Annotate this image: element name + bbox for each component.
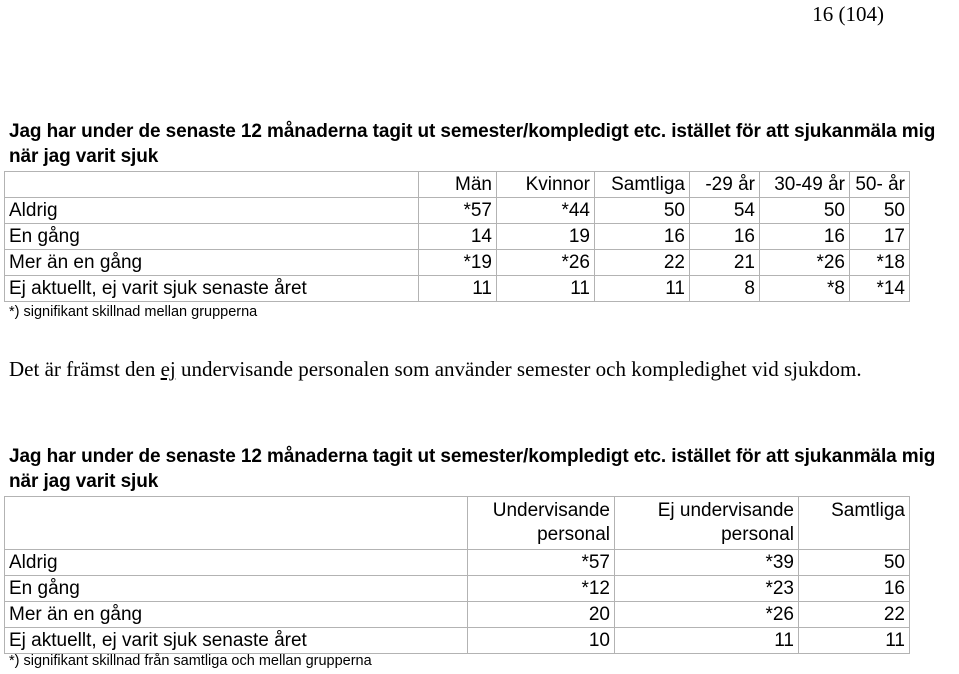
column-header: 30-49 år <box>760 172 850 198</box>
column-header-line: personal <box>721 524 794 545</box>
table-cell: *23 <box>615 576 799 602</box>
table-cell: *44 <box>497 198 595 224</box>
paragraph-text: Det är främst den <box>9 357 161 381</box>
column-header: Samtliga <box>595 172 690 198</box>
table-cell: *26 <box>497 250 595 276</box>
table-cell: 50 <box>595 198 690 224</box>
table-row <box>5 224 910 250</box>
table2-footnote: *) signifikant skillnad från samtliga och mellan grupperna <box>9 653 372 669</box>
table2-corner <box>5 497 468 550</box>
column-header <box>799 497 910 550</box>
column-header: Män <box>419 172 497 198</box>
table-cell: 50 <box>799 550 910 576</box>
table-cell: *19 <box>419 250 497 276</box>
table2-heading: Jag har under de senaste 12 månaderna tagit ut semester/kompledigt etc. istället för att sjukanmäla mig när jag varit sjuk <box>9 446 936 492</box>
table-cell: *14 <box>850 276 910 302</box>
table-cell: 19 <box>497 224 595 250</box>
column-header-line: Undervisande <box>492 500 610 521</box>
table2 <box>4 496 910 654</box>
table-cell: 10 <box>468 628 615 654</box>
table1-heading: Jag har under de senaste 12 månaderna tagit ut semester/kompledigt etc. istället för att sjukanmäla mig när jag varit sjuk <box>9 121 936 167</box>
table-cell: 11 <box>615 628 799 654</box>
table-cell: *18 <box>850 250 910 276</box>
row-label: Ej aktuellt, ej varit sjuk senaste året <box>5 276 419 302</box>
column-header <box>615 497 799 550</box>
table-cell: *39 <box>615 550 799 576</box>
table-row <box>5 276 910 302</box>
table-cell: 11 <box>419 276 497 302</box>
table-cell: 17 <box>850 224 910 250</box>
row-label: En gång <box>5 576 468 602</box>
table-cell: 14 <box>419 224 497 250</box>
table-cell: 16 <box>799 576 910 602</box>
row-label: Mer än en gång <box>5 250 419 276</box>
table-cell: 16 <box>760 224 850 250</box>
table-cell: 20 <box>468 602 615 628</box>
row-label: Ej aktuellt, ej varit sjuk senaste året <box>5 628 468 654</box>
table-cell: 54 <box>690 198 760 224</box>
table-cell: 50 <box>760 198 850 224</box>
row-label: En gång <box>5 224 419 250</box>
table-row <box>5 550 910 576</box>
paragraph-text: undervisande personalen som använder semester och kompledighet vid sjukdom. <box>175 357 862 381</box>
table1 <box>4 171 910 302</box>
column-header: Kvinnor <box>497 172 595 198</box>
table-cell: 16 <box>690 224 760 250</box>
table-cell: 50 <box>850 198 910 224</box>
column-header-line: Ej undervisande <box>657 500 794 521</box>
table-row <box>5 628 910 654</box>
table-cell: 8 <box>690 276 760 302</box>
table-cell: *12 <box>468 576 615 602</box>
table-cell: 16 <box>595 224 690 250</box>
table-row <box>5 602 910 628</box>
table-cell: 22 <box>595 250 690 276</box>
table2-header-row <box>5 497 910 550</box>
table-cell: 22 <box>799 602 910 628</box>
row-label: Mer än en gång <box>5 602 468 628</box>
table-cell: *8 <box>760 276 850 302</box>
paragraph-emphasis: ej <box>160 357 176 381</box>
table-cell: 11 <box>497 276 595 302</box>
table-row <box>5 198 910 224</box>
table-cell: 21 <box>690 250 760 276</box>
table-row <box>5 250 910 276</box>
table-cell: *26 <box>615 602 799 628</box>
page-number: 16 (104) <box>812 2 884 26</box>
table1-header-row <box>5 172 910 198</box>
row-label: Aldrig <box>5 198 419 224</box>
table-cell: 11 <box>799 628 910 654</box>
summary-paragraph <box>9 355 949 384</box>
table-cell: *57 <box>468 550 615 576</box>
column-header-line: Samtliga <box>831 500 905 521</box>
column-header: -29 år <box>690 172 760 198</box>
row-label: Aldrig <box>5 550 468 576</box>
table1-corner <box>5 172 419 198</box>
table-cell: *26 <box>760 250 850 276</box>
column-header-line: personal <box>537 524 610 545</box>
table1-footnote: *) signifikant skillnad mellan grupperna <box>9 304 258 320</box>
column-header: 50- år <box>850 172 910 198</box>
table-cell: 11 <box>595 276 690 302</box>
table-row <box>5 576 910 602</box>
column-header <box>468 497 615 550</box>
table-cell: *57 <box>419 198 497 224</box>
